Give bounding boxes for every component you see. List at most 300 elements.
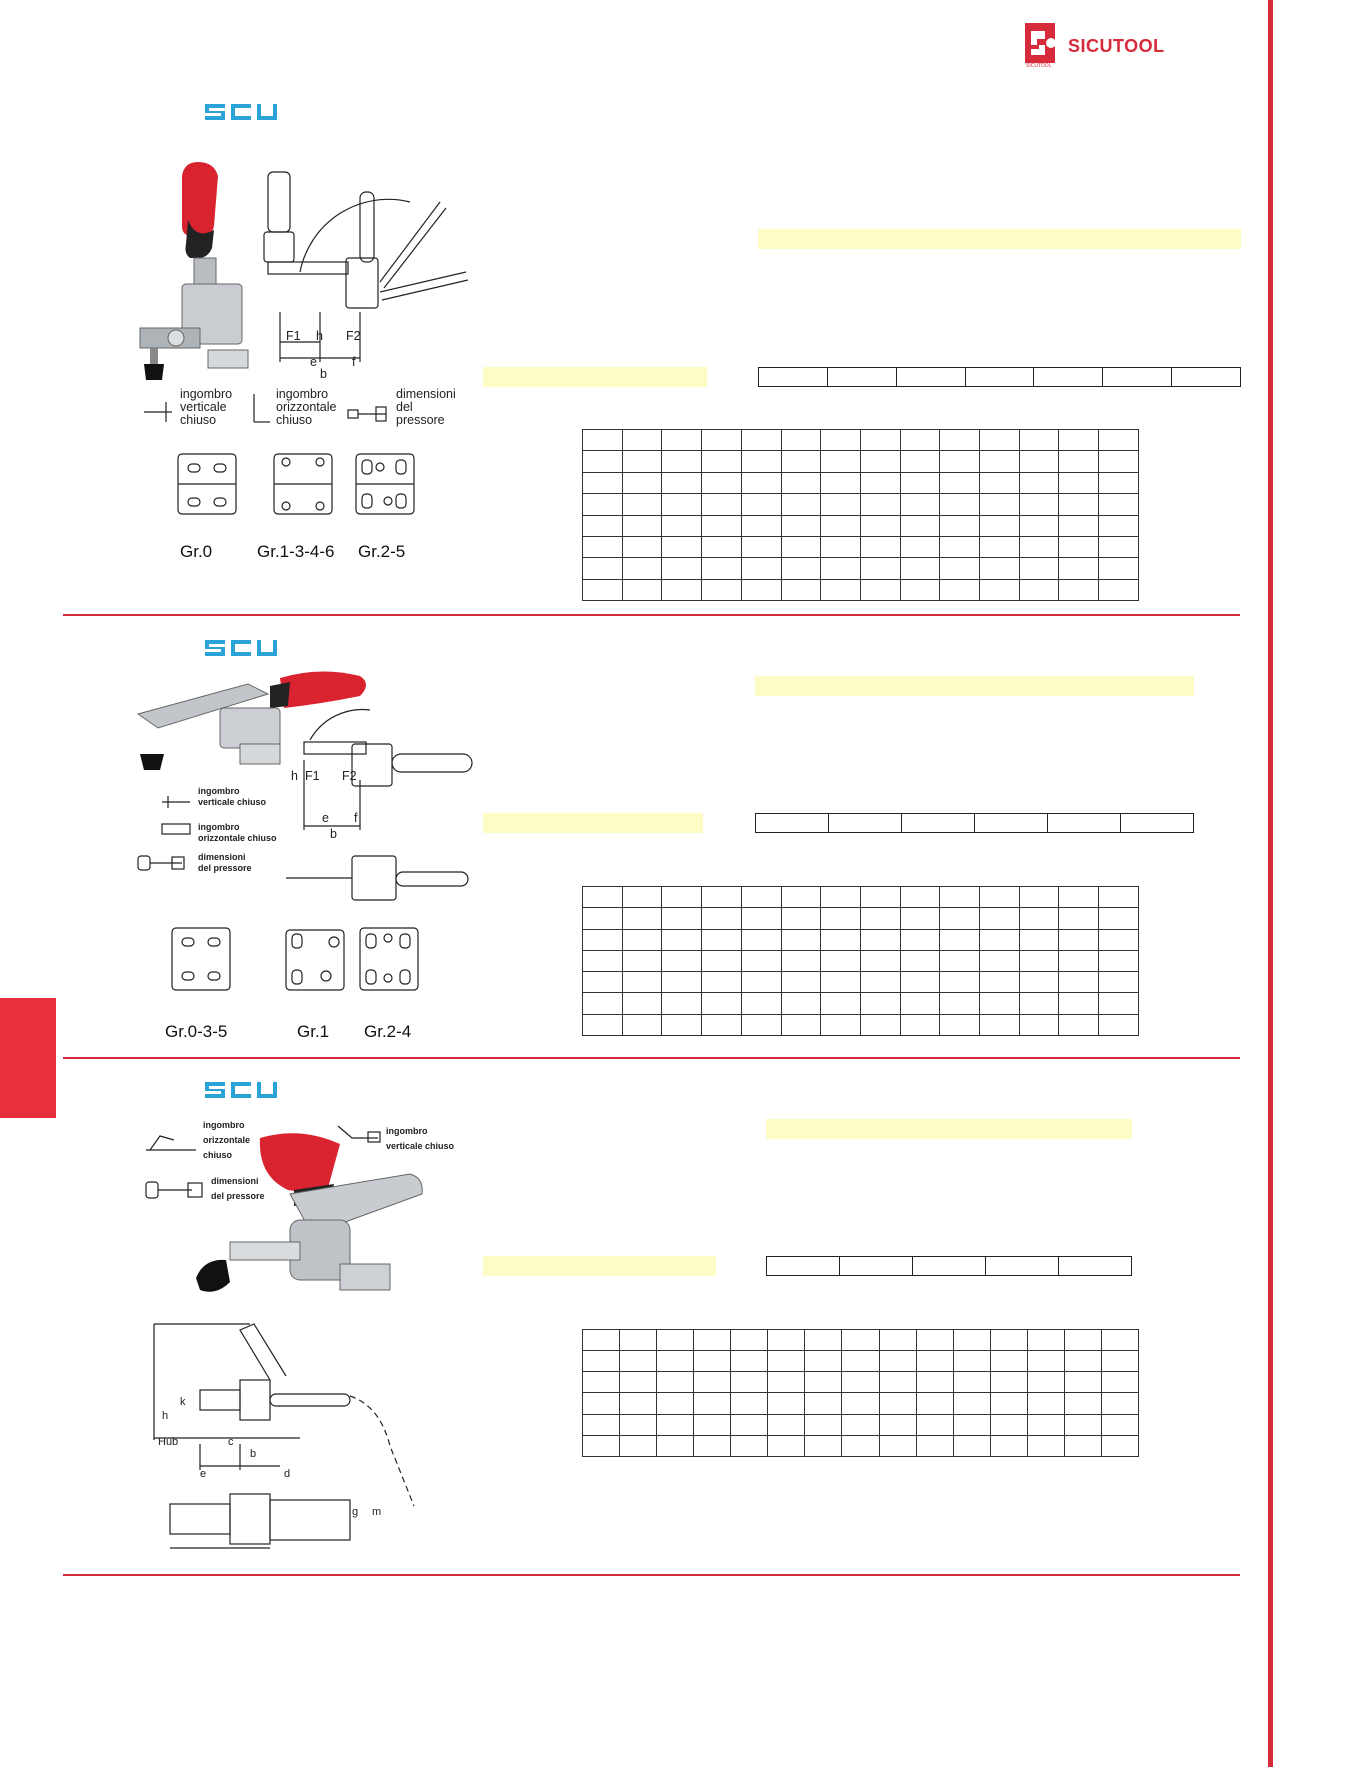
table-cell [990,1435,1027,1456]
table-cell [1027,1414,1064,1435]
table-row [583,472,1139,493]
spec-table [582,1329,1139,1457]
table-cell [741,536,781,557]
side-view-drawing-2 [282,852,472,902]
table-cell [583,1435,620,1456]
legend-horizontal-text: ingombro orizzontale chiuso [203,1120,251,1160]
legend-presser-text: dimensioni del pressore [396,387,456,427]
table-cell [622,515,662,536]
table-cell [702,558,742,579]
table-row [583,1351,1139,1372]
table-cell [821,950,861,971]
table-cell [842,1435,879,1456]
table-cell [781,908,821,929]
table-cell [1099,579,1139,600]
subtitle-highlight [483,367,707,387]
table-cell [702,1014,742,1035]
table-cell [1099,451,1139,472]
table-cell [980,451,1020,472]
table-cell [657,1351,694,1372]
dim-e: e [200,1468,207,1480]
dim-F1: F1 [305,769,320,783]
table-cell [980,950,1020,971]
table-cell [1019,558,1059,579]
table-cell [620,1351,657,1372]
table-cell [1064,1351,1101,1372]
table-cell [781,494,821,515]
title-highlight [755,676,1194,696]
table-cell [860,929,900,950]
table-cell [583,950,623,971]
table-cell [741,451,781,472]
table-cell [980,972,1020,993]
legend-vertical-text: ingombro verticale chiuso [386,1126,455,1151]
group-label-3: Gr.2-5 [358,542,406,561]
table-cell [702,536,742,557]
technical-drawing-3 [140,1320,460,1560]
table-cell [657,1372,694,1393]
table-cell [622,972,662,993]
table-cell [940,536,980,557]
table-cell [622,929,662,950]
table-cell [622,536,662,557]
dim-h: h [162,1410,169,1422]
legend-vertical-text: ingombro verticale chiuso [198,786,267,807]
table-cell [768,1351,805,1372]
table-cell [900,536,940,557]
table-cell [694,1393,731,1414]
table-cell [731,1414,768,1435]
dim-F2: F2 [346,329,361,343]
table-row [583,972,1139,993]
table-cell [1101,1435,1138,1456]
table-cell [781,950,821,971]
table-cell [1064,1393,1101,1414]
table-cell [702,472,742,493]
table-cell [781,536,821,557]
brand-mark-icon [1023,21,1065,67]
table-cell [1059,536,1099,557]
table-cell [821,430,861,451]
table-cell [916,1330,953,1351]
table-cell [662,558,702,579]
table-cell [900,494,940,515]
table-cell [1027,1435,1064,1456]
table-cell [620,1435,657,1456]
table-cell [662,451,702,472]
table-cell [940,515,980,536]
table-cell [980,515,1020,536]
table-cell [622,451,662,472]
table-cell [1019,451,1059,472]
table-cell [622,472,662,493]
table-cell [860,536,900,557]
table-cell [860,1014,900,1035]
table-cell [940,950,980,971]
table-cell [1059,993,1099,1014]
title-highlight [758,229,1241,249]
table-cell [662,972,702,993]
table-cell [702,515,742,536]
table-cell [662,430,702,451]
dim-b: b [330,827,337,841]
table-cell [805,1330,842,1351]
table-cell [900,950,940,971]
table-cell [953,1414,990,1435]
base-plate-drawings-1 [150,434,450,544]
table-cell [990,1372,1027,1393]
table-cell [980,494,1020,515]
table-cell [1059,494,1099,515]
table-cell [1099,515,1139,536]
table-cell [990,1330,1027,1351]
table-row [583,1414,1139,1435]
table-row [583,1435,1139,1456]
table-cell [662,887,702,908]
legend-horizontal-icon [160,820,196,836]
table-cell [583,929,623,950]
table-cell [821,515,861,536]
table-cell [1099,1014,1139,1035]
table-cell [900,515,940,536]
table-cell [990,1393,1027,1414]
dim-hub: Hub [158,1436,179,1448]
table-cell [731,1351,768,1372]
table-cell [1101,1393,1138,1414]
table-cell [821,1014,861,1035]
table-cell [1019,929,1059,950]
table-cell [583,1414,620,1435]
table-cell [662,494,702,515]
table-row [583,950,1139,971]
table-cell [731,1372,768,1393]
table-cell [694,1435,731,1456]
chapter-side-tab[interactable] [0,998,56,1118]
table-cell [860,472,900,493]
table-cell [768,1414,805,1435]
table-cell [842,1414,879,1435]
table-cell [741,579,781,600]
table-cell [583,579,623,600]
table-cell [662,536,702,557]
table-cell [980,908,1020,929]
table-cell [916,1393,953,1414]
table-cell [662,515,702,536]
table-cell [620,1372,657,1393]
table-cell [583,908,623,929]
table-cell [860,993,900,1014]
table-cell [940,993,980,1014]
table-cell [900,929,940,950]
group-label-2: Gr.1 [297,1022,330,1041]
table-cell [1019,515,1059,536]
table-cell [1059,515,1099,536]
table-cell [657,1414,694,1435]
table-cell [879,1372,916,1393]
dim-c: c [228,1436,234,1448]
table-cell [900,472,940,493]
table-cell [821,558,861,579]
scu-series-logo [203,1078,281,1102]
dim-f: f [354,811,358,825]
table-cell [741,558,781,579]
table-cell [980,887,1020,908]
table-cell [1059,451,1099,472]
table-cell [741,1014,781,1035]
legend-presser-text: dimensioni del pressore [198,852,252,873]
table-cell [657,1393,694,1414]
legend-presser-text: dimensioni del pressore [211,1176,265,1201]
table-row [583,887,1139,908]
table-cell [821,494,861,515]
table-cell [781,929,821,950]
table-cell [1059,929,1099,950]
table-cell [583,536,623,557]
table-cell [940,929,980,950]
group-label-3: Gr.2-4 [364,1022,412,1041]
table-cell [1099,472,1139,493]
table-cell [990,1351,1027,1372]
table-cell [860,494,900,515]
table-cell [731,1393,768,1414]
table-cell [860,558,900,579]
table-cell [694,1351,731,1372]
table-cell [741,472,781,493]
table-cell [805,1414,842,1435]
table-cell [1027,1393,1064,1414]
legend-vertical-icon [142,400,178,424]
table-cell [860,908,900,929]
table-cell [940,579,980,600]
table-cell [1059,950,1099,971]
table-row [583,515,1139,536]
table-cell [1019,887,1059,908]
dim-e: e [310,355,317,369]
dim-m: m [372,1506,382,1518]
brand-name: SICUTOOL [1068,36,1165,56]
table-cell [980,430,1020,451]
table-cell [1101,1330,1138,1351]
table-cell [879,1351,916,1372]
table-cell [741,430,781,451]
table-cell [953,1393,990,1414]
table-cell [622,558,662,579]
table-cell [781,1014,821,1035]
table-cell [1027,1372,1064,1393]
table-cell [781,887,821,908]
table-cell [821,972,861,993]
section-divider-2 [63,1057,1240,1059]
spec-header-row [766,1256,1132,1276]
table-cell [1027,1351,1064,1372]
spec-header-row [755,813,1194,833]
table-cell [1099,887,1139,908]
table-cell [1019,993,1059,1014]
table-cell [1019,494,1059,515]
table-cell [768,1330,805,1351]
table-cell [821,579,861,600]
table-cell [662,993,702,1014]
table-cell [1099,950,1139,971]
table-cell [694,1372,731,1393]
table-cell [768,1435,805,1456]
table-cell [1099,993,1139,1014]
table-row [583,1372,1139,1393]
table-cell [1059,558,1099,579]
table-row [583,579,1139,600]
table-cell [620,1393,657,1414]
table-cell [1019,972,1059,993]
table-cell [781,451,821,472]
table-cell [702,972,742,993]
table-cell [879,1330,916,1351]
table-cell [1099,908,1139,929]
table-cell [953,1351,990,1372]
table-cell [583,887,623,908]
section-divider-3 [63,1574,1240,1576]
table-cell [980,579,1020,600]
table-cell [900,1014,940,1035]
table-cell [940,972,980,993]
table-cell [940,887,980,908]
table-cell [731,1330,768,1351]
table-cell [622,950,662,971]
table-cell [940,558,980,579]
table-cell [622,579,662,600]
table-cell [622,1014,662,1035]
table-cell [768,1372,805,1393]
table-cell [980,1014,1020,1035]
spec-header-row [758,367,1241,387]
table-cell [583,993,623,1014]
table-cell [916,1414,953,1435]
table-cell [1059,1014,1099,1035]
table-cell [940,472,980,493]
table-cell [980,472,1020,493]
table-cell [900,451,940,472]
dim-d: d [284,1468,291,1480]
table-cell [1059,579,1099,600]
table-cell [1059,430,1099,451]
product-photo-vertical-clamp [130,160,270,380]
table-cell [900,972,940,993]
table-cell [953,1435,990,1456]
table-cell [768,1393,805,1414]
table-cell [662,929,702,950]
table-cell [1059,472,1099,493]
table-cell [1099,929,1139,950]
table-cell [842,1393,879,1414]
table-cell [940,494,980,515]
table-cell [953,1372,990,1393]
table-cell [662,1014,702,1035]
table-cell [1019,908,1059,929]
table-cell [900,430,940,451]
table-cell [702,950,742,971]
table-cell [662,579,702,600]
scu-series-logo [203,100,281,124]
legend-horizontal-text: ingombro orizzontale chiuso [276,387,337,427]
table-cell [805,1372,842,1393]
table-cell [622,908,662,929]
table-cell [940,430,980,451]
table-cell [702,993,742,1014]
table-cell [916,1351,953,1372]
table-cell [1099,536,1139,557]
table-cell [781,430,821,451]
table-cell [900,887,940,908]
table-cell [583,451,623,472]
table-cell [860,579,900,600]
table-cell [916,1372,953,1393]
legend-vertical-icon [160,794,196,810]
table-cell [940,908,980,929]
table-cell [842,1372,879,1393]
legend-horizontal-text: ingombro orizzontale chiuso [198,822,277,843]
table-cell [583,430,623,451]
dim-b: b [250,1448,257,1460]
table-cell [731,1435,768,1456]
table-cell [1019,430,1059,451]
table-cell [860,430,900,451]
spec-table [582,429,1139,601]
table-cell [1101,1351,1138,1372]
table-cell [583,1351,620,1372]
table-cell [583,472,623,493]
table-cell [620,1330,657,1351]
spec-table [582,886,1139,1036]
table-cell [662,908,702,929]
subtitle-highlight [483,1256,716,1276]
table-cell [620,1414,657,1435]
table-cell [940,451,980,472]
table-cell [1099,972,1139,993]
table-cell [1101,1372,1138,1393]
table-cell [781,993,821,1014]
table-cell [781,558,821,579]
dim-F2: F2 [342,769,357,783]
table-cell [1064,1330,1101,1351]
table-cell [879,1435,916,1456]
table-cell [860,451,900,472]
table-cell [702,887,742,908]
dim-f: f [352,355,356,369]
table-cell [805,1435,842,1456]
table-cell [702,494,742,515]
table-cell [1064,1372,1101,1393]
table-cell [980,929,1020,950]
table-cell [702,579,742,600]
table-row [583,430,1139,451]
legend-horizontal-icon [244,392,272,426]
table-cell [1059,972,1099,993]
table-cell [980,993,1020,1014]
table-cell [741,908,781,929]
table-cell [741,494,781,515]
dim-k: k [180,1396,186,1408]
table-cell [741,972,781,993]
table-cell [1064,1435,1101,1456]
group-label-1: Gr.0 [180,542,213,561]
table-cell [622,430,662,451]
technical-drawing-1 [260,162,480,382]
table-cell [694,1414,731,1435]
table-cell [879,1393,916,1414]
right-margin-rule [1268,0,1273,1767]
table-cell [694,1330,731,1351]
group-label-2: Gr.1-3-4-6 [257,542,335,561]
table-cell [860,887,900,908]
